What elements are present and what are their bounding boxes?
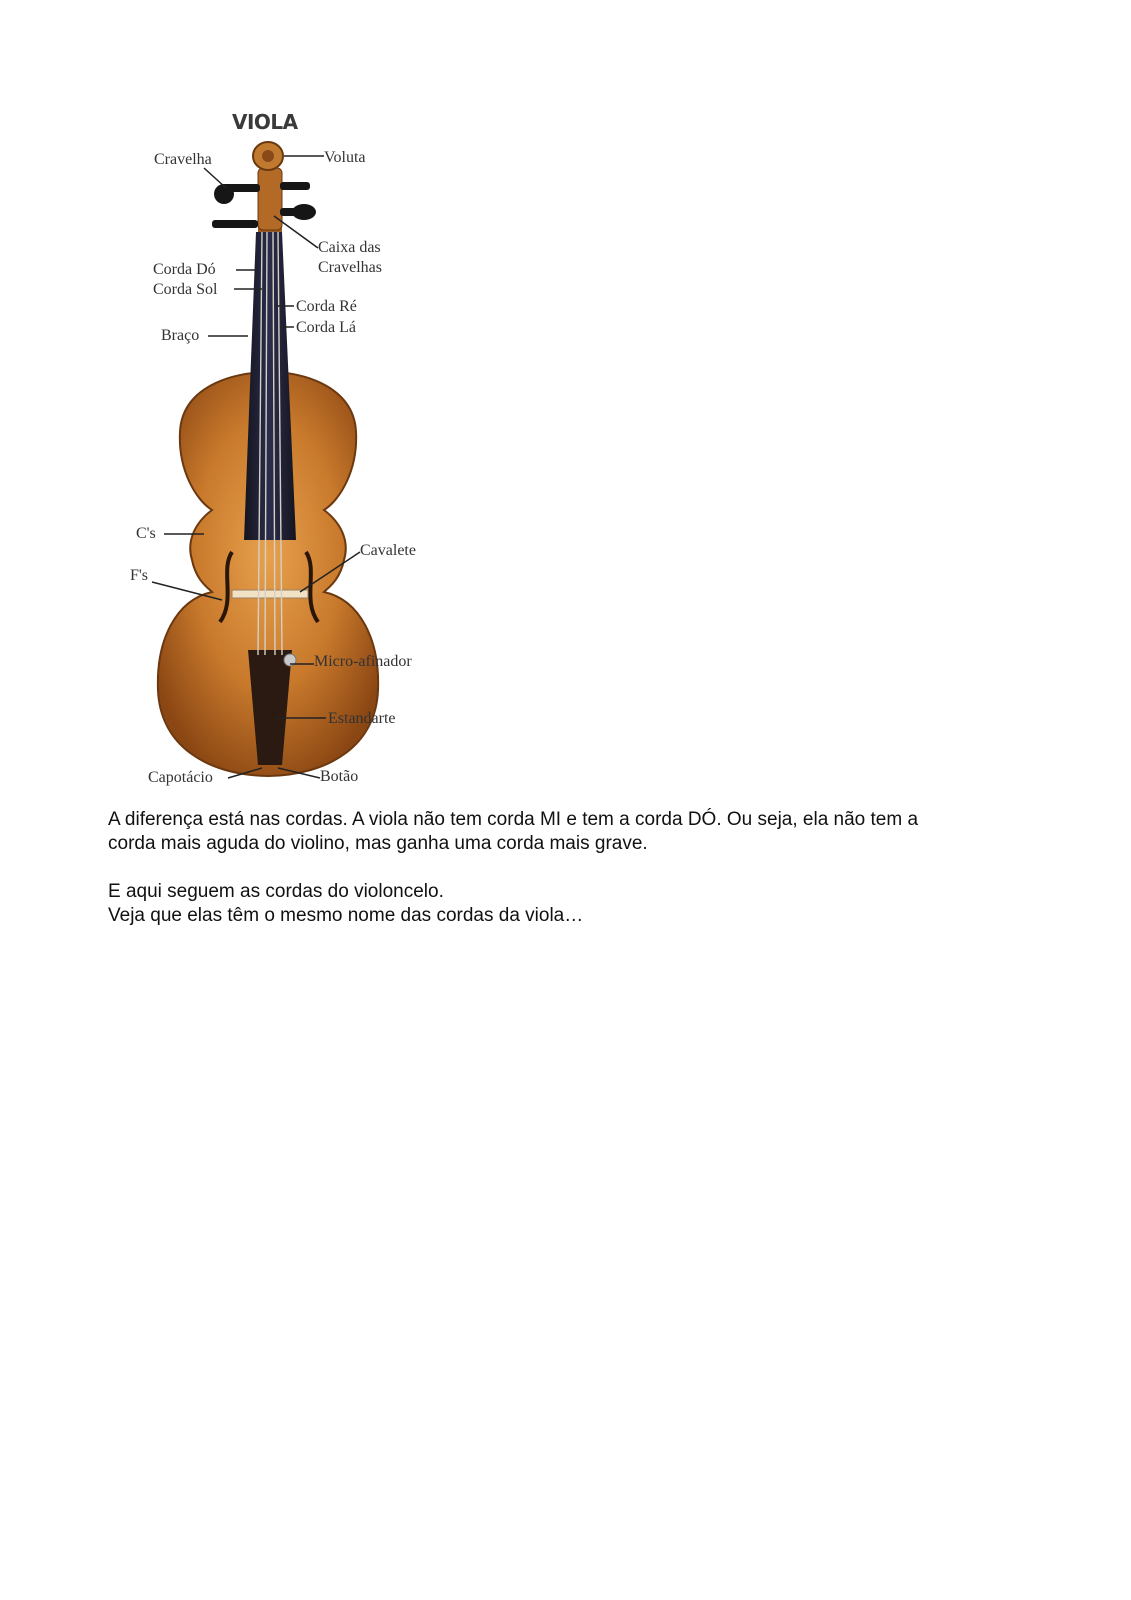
label-fs: F's <box>130 567 149 584</box>
label-cavalete: Cavalete <box>360 542 416 559</box>
label-corda-sol: Corda Sol <box>153 281 218 298</box>
paragraph-1-line-2: corda mais aguda do violino, mas ganha uma corda mais grave. <box>108 833 648 854</box>
label-corda-la: Corda Lá <box>296 319 356 336</box>
pegbox <box>258 168 282 230</box>
label-micro-afinador: Micro-afinador <box>314 653 412 670</box>
paragraph-2-line-1: E aqui seguem as cordas do violoncelo. <box>108 881 444 902</box>
label-braco: Braço <box>161 327 200 344</box>
label-voluta: Voluta <box>324 149 366 166</box>
label-caixa-das: Caixa das <box>318 239 381 256</box>
label-corda-re: Corda Ré <box>296 298 357 315</box>
figure-title: VIOLA <box>232 110 298 134</box>
paragraph-2-line-2: Veja que elas têm o mesmo nome das cordas da viola… <box>108 905 584 926</box>
bridge <box>232 590 308 598</box>
fingerboard <box>244 232 296 540</box>
label-cravelhas: Cravelhas <box>318 259 382 276</box>
label-estandarte: Estandarte <box>328 710 396 727</box>
label-cravelha: Cravelha <box>154 151 212 168</box>
label-corda-do: Corda Dó <box>153 261 216 278</box>
label-botao: Botão <box>320 768 359 785</box>
label-capotacio: Capotácio <box>148 769 213 786</box>
label-cs: C's <box>136 525 156 542</box>
paragraph-1-line-1: A diferença está nas cordas. A viola não tem corda MI e tem a corda DÓ. Ou seja, ela não tem a <box>108 809 919 830</box>
